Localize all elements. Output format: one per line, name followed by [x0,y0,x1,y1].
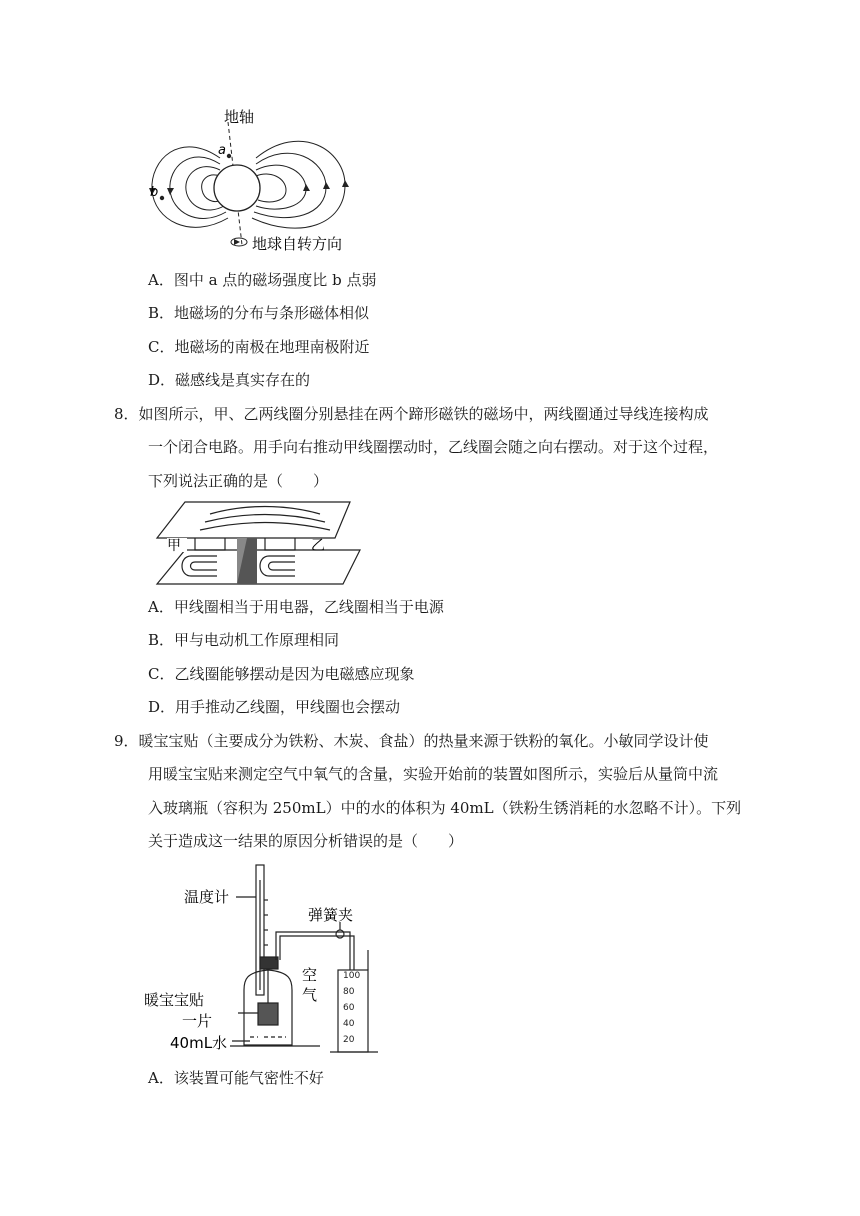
water-label: 40mL水 [170,1034,228,1052]
oxygen-apparatus-figure [140,860,390,1060]
coil-right-label: 乙 [311,538,325,554]
q8-option-b: B．甲与电动机工作原理相同 [148,631,340,649]
rotation-label: 地球自转方向 [252,235,343,253]
q8-option-a: A．甲线圈相当于用电器，乙线圈相当于电源 [148,598,444,616]
air-label-1: 空 [302,966,318,984]
earth-magnetic-field-figure [140,100,360,260]
q8-stem-line-3: 下列说法正确的是（ ） [148,472,329,490]
coil-magnet-figure [155,500,375,590]
q7-option-a: A．图中 a 点的磁场强度比 b 点弱 [148,271,377,289]
point-a-label: a [218,143,226,158]
q7-option-b: B．地磁场的分布与条形磁体相似 [148,304,370,322]
scale-40: 40 [343,1019,355,1029]
pad-label-2: 一片 [182,1012,213,1030]
pad-label-1: 暖宝宝贴 [144,991,205,1009]
q9-stem-line-4: 关于造成这一结果的原因分析错误的是（ ） [148,832,464,850]
q7-option-c: C．地磁场的南极在地理南极附近 [148,338,370,356]
scale-80: 80 [343,987,355,997]
point-b-label: b [150,185,159,200]
q9-stem-line-3: 入玻璃瓶（容积为 250mL）中的水的体积为 40mL（铁粉生锈消耗的水忽略不计）。下列 [148,799,742,817]
q9-stem-line-2: 用暖宝宝贴来测定空气中氧气的含量，实验开始前的装置如图所示，实验后从量筒中流 [148,765,719,783]
coil-left-label: 甲 [167,538,181,554]
q8-option-c: C．乙线圈能够摆动是因为电磁感应现象 [148,665,415,683]
scale-20: 20 [343,1035,355,1045]
axis-label: 地轴 [224,108,255,126]
scale-100: 100 [343,971,361,981]
q8-stem-line-2: 一个闭合电路。用手向右推动甲线圈摆动时，乙线圈会随之向右摆动。对于这个过程， [148,438,719,456]
q9-stem-line-1: 9．暖宝宝贴（主要成分为铁粉、木炭、食盐）的热量来源于铁粉的氧化。小敏同学设计使 [114,732,709,750]
q9-option-a: A．该装置可能气密性不好 [148,1069,324,1087]
q8-option-d: D．用手推动乙线圈，甲线圈也会摆动 [148,698,401,716]
air-label-2: 气 [302,986,318,1004]
q8-stem-line-1: 8．如图所示，甲、乙两线圈分别悬挂在两个蹄形磁铁的磁场中，两线圈通过导线连接构成 [114,405,709,423]
scale-60: 60 [343,1003,355,1013]
clip-label: 弹簧夹 [308,906,354,924]
thermometer-label: 温度计 [184,888,230,906]
q7-option-d: D．磁感线是真实存在的 [148,371,311,389]
